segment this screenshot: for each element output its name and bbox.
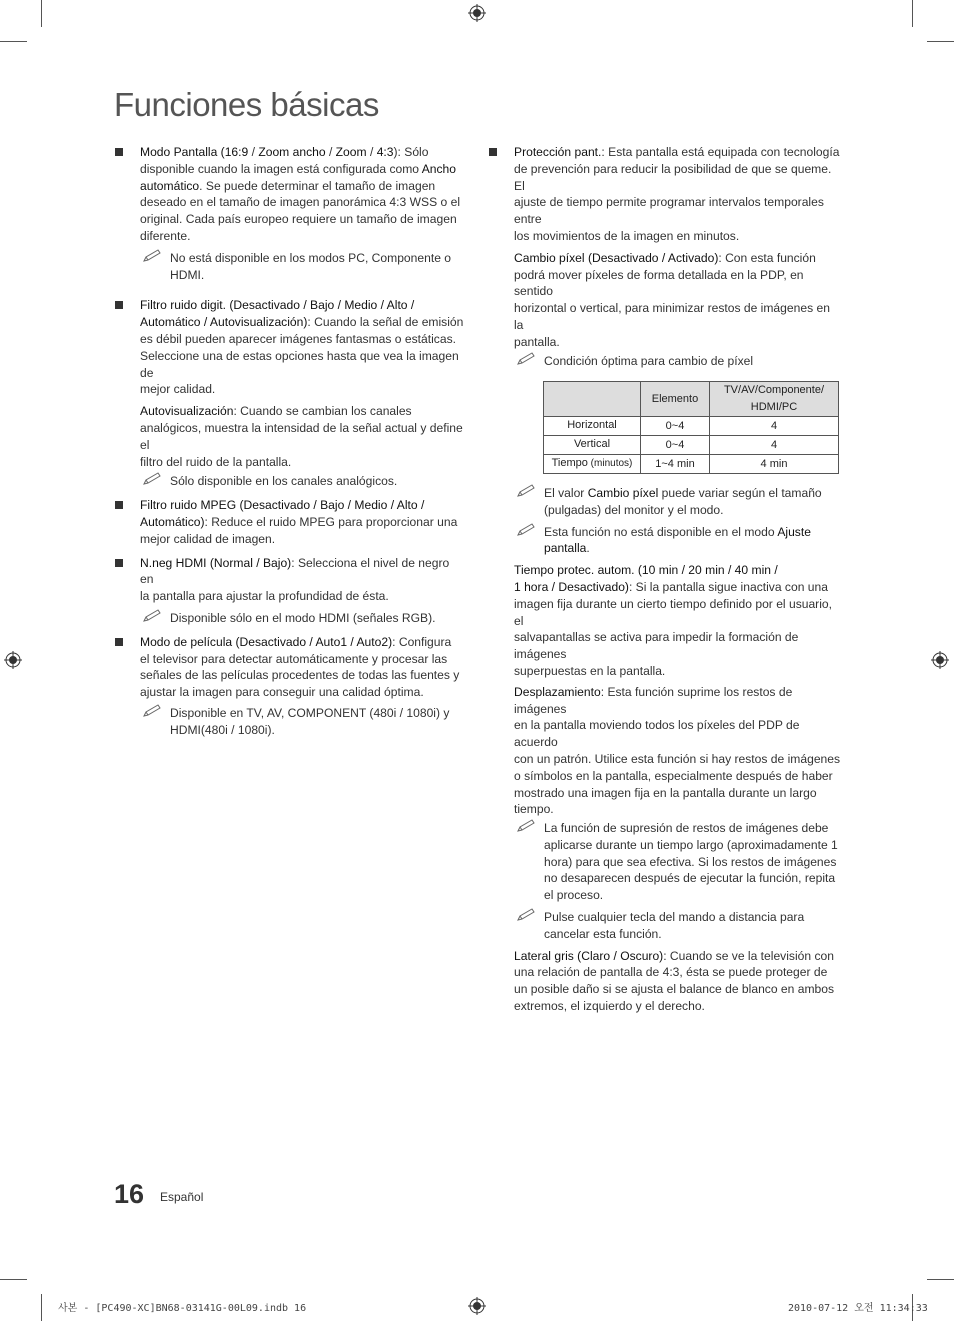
footer-timestamp: 2010-07-12 오전 11:34:33 (788, 1303, 928, 1314)
note: La función de supresión de restos de imágenes debe aplicarse durante un tiempo largo (aproximadamente 1 hora) para que sea efectiva. Si los restos de imágenes no desaparecen después de ejecutar la función, repita el proceso. (544, 820, 841, 904)
section-filtro-mpeg: Filtro ruido MPEG (Desactivado / Bajo / Medio / Alto / Automático): Reduce el ruido MPEG para proporcionar una mejor calidad de imagen. (115, 497, 465, 547)
bullet-square (115, 301, 123, 309)
note: Disponible en TV, AV, COMPONENT (480i / 1080i) y HDMI(480i / 1080i). (170, 705, 465, 739)
page-language: Español (160, 1190, 204, 1204)
crop-mark (912, 0, 913, 27)
section-filtro-ruido: Filtro ruido digit. (Desactivado / Bajo / Medio / Alto / Automático / Autovisualización): Cuando la señal de emisión es débil pueden aparecer imágenes fantasmas o estáticas. Seleccione una de estas opciones hasta que vea la imagen de mejor calidad. Autovisualización: Cuando se cambian los canales analógicos, muestra la intensidad de la señal actual y define el filtro del ruido de la pantalla. Sólo disponible en los canales analógicos. (115, 297, 465, 490)
right-column (489, 144, 841, 1015)
section-proteccion: Protección pant.: Esta pantalla está equipada con tecnología de prevención para reducir la posibilidad de que se queme. El ajuste de tiempo permite programar intervalos temporales entre los movimientos de la imagen en minutos. Cambio píxel (Desactivado / Activado): Con esta función podrá mover píxeles de forma detallada en la PDP, en sentido horizontal o vertical, para minimizar restos de imágenes en la pantalla. Condición óptima para cambio de píxel Elemento TV/AV/Componente/ HDMI/PC Horizontal 0~4 4 Vertical 0~4 4 Tiempo (minutos) 1~4 min 4 min El valor Cambio píxel puede variar según el tamaño (pulgadas) del monitor y el modo. Esta función no está disponible en el modo Ajuste pantalla. Tiempo protec. autom. (10 min / 20 min / 40 min / 1 hora / Desactivado): Si la pantalla sigue inactiva con una imagen fija durante un cierto tiempo definido por el usuario, el salvapantallas se activa para impedir la formación de imágenes superpuestas en la pantalla. Desplazamiento: Esta función suprime los restos de imágenes en la pantalla moviendo todos los píxeles del PDP de acuerdo con un patrón. Utilice esta función si hay restos de imágenes o símbolos en la pantalla, especialmente después de haber mostrado una imagen fija en la pantalla durante un largo tiempo. La función de supresión de restos de imágenes debe aplicarse durante un tiempo largo (aproximadamente 1 hora) para que sea efectiva. Si los restos de imágenes no desaparecen después de ejecutar la función, repita el proceso. Pulse cualquier tecla del mando a distancia para cancelar esta función. Lateral gris (Claro / Oscuro): Cuando se ve la televisión con una relación de pantalla de 4:3, ésta se puede proteger de un posible daño si se ajusta el balance de blanco en ambos extremos, el izquierdo y el derecho. (489, 144, 841, 1015)
note: Pulse cualquier tecla del mando a distancia para cancelar esta función. (544, 909, 841, 943)
note: Disponible sólo en el modo HDMI (señales RGB). (170, 610, 465, 627)
footer-file-info: 사본 - [PC490-XC]BN68-03141G-00L09.indb 16 (58, 1303, 307, 1314)
table-header: Elemento (641, 382, 710, 417)
crop-mark (927, 41, 954, 42)
crop-mark (927, 1279, 954, 1280)
bullet-square (115, 559, 123, 567)
pencil-note-icon (142, 704, 162, 718)
bullet-square (115, 638, 123, 646)
section-hdmi: N.neg HDMI (Normal / Bajo): Selecciona el nivel de negro en la pantalla para ajustar la profundidad de ésta. Disponible sólo en el modo HDMI (señales RGB). (115, 555, 465, 627)
page-number: 16 (114, 1179, 145, 1209)
section-modo-pantalla: Modo Pantalla (16:9 / Zoom ancho / Zoom / 4:3): Sólo disponible cuando la imagen está configurada como Ancho automático. Se puede determinar el tamaño de imagen deseado en el tamaño de imagen panorámica 4:3 WSS o el original. Cada país europeo requiere un tamaño de imagen diferente. No está disponible en los modos PC, Componente o HDMI. (115, 144, 465, 283)
bullet-square (489, 148, 497, 156)
note: No está disponible en los modos PC, Componente o HDMI. (170, 250, 465, 284)
crop-mark (0, 1279, 27, 1280)
table-row: Vertical 0~4 4 (544, 435, 839, 454)
registration-mark-icon (931, 651, 949, 669)
table-header-row (544, 382, 839, 417)
table-header: TV/AV/Componente/ HDMI/PC (710, 382, 839, 417)
crop-mark (0, 41, 27, 42)
pencil-note-icon (142, 249, 162, 263)
crop-mark (41, 0, 42, 27)
pencil-note-icon (516, 819, 536, 833)
table-row: Tiempo (minutos) 1~4 min 4 min (544, 454, 839, 473)
pencil-note-icon (516, 523, 536, 537)
registration-mark-icon (468, 4, 486, 22)
note: Condición óptima para cambio de píxel (544, 353, 841, 370)
pencil-note-icon (516, 352, 536, 366)
pencil-note-icon (516, 484, 536, 498)
note: Esta función no está disponible en el modo Ajuste pantalla. (544, 524, 841, 558)
section-pelicula: Modo de película (Desactivado / Auto1 / Auto2): Configura el televisor para detectar automáticamente y procesar las señales de las películas procedentes de todas las fuentes y ajustar la imagen para conseguir una calidad óptima. Disponible en TV, AV, COMPONENT (480i / 1080i) y HDMI(480i / 1080i). (115, 634, 465, 739)
page-title: Funciones básicas (114, 86, 379, 123)
table-header (544, 382, 641, 417)
bullet-square (115, 501, 123, 509)
note: Sólo disponible en los canales analógicos. (170, 473, 465, 490)
crop-mark (41, 1294, 42, 1321)
bullet-square (115, 148, 123, 156)
note: El valor Cambio píxel puede variar según el tamaño (pulgadas) del monitor y el modo. (544, 485, 841, 519)
pencil-note-icon (142, 609, 162, 623)
registration-mark-icon (4, 651, 22, 669)
left-column (115, 144, 465, 739)
pencil-note-icon (142, 472, 162, 486)
pixel-shift-table (543, 381, 839, 474)
pencil-note-icon (516, 908, 536, 922)
registration-mark-icon (468, 1297, 486, 1315)
table-row: Horizontal 0~4 4 (544, 416, 839, 435)
